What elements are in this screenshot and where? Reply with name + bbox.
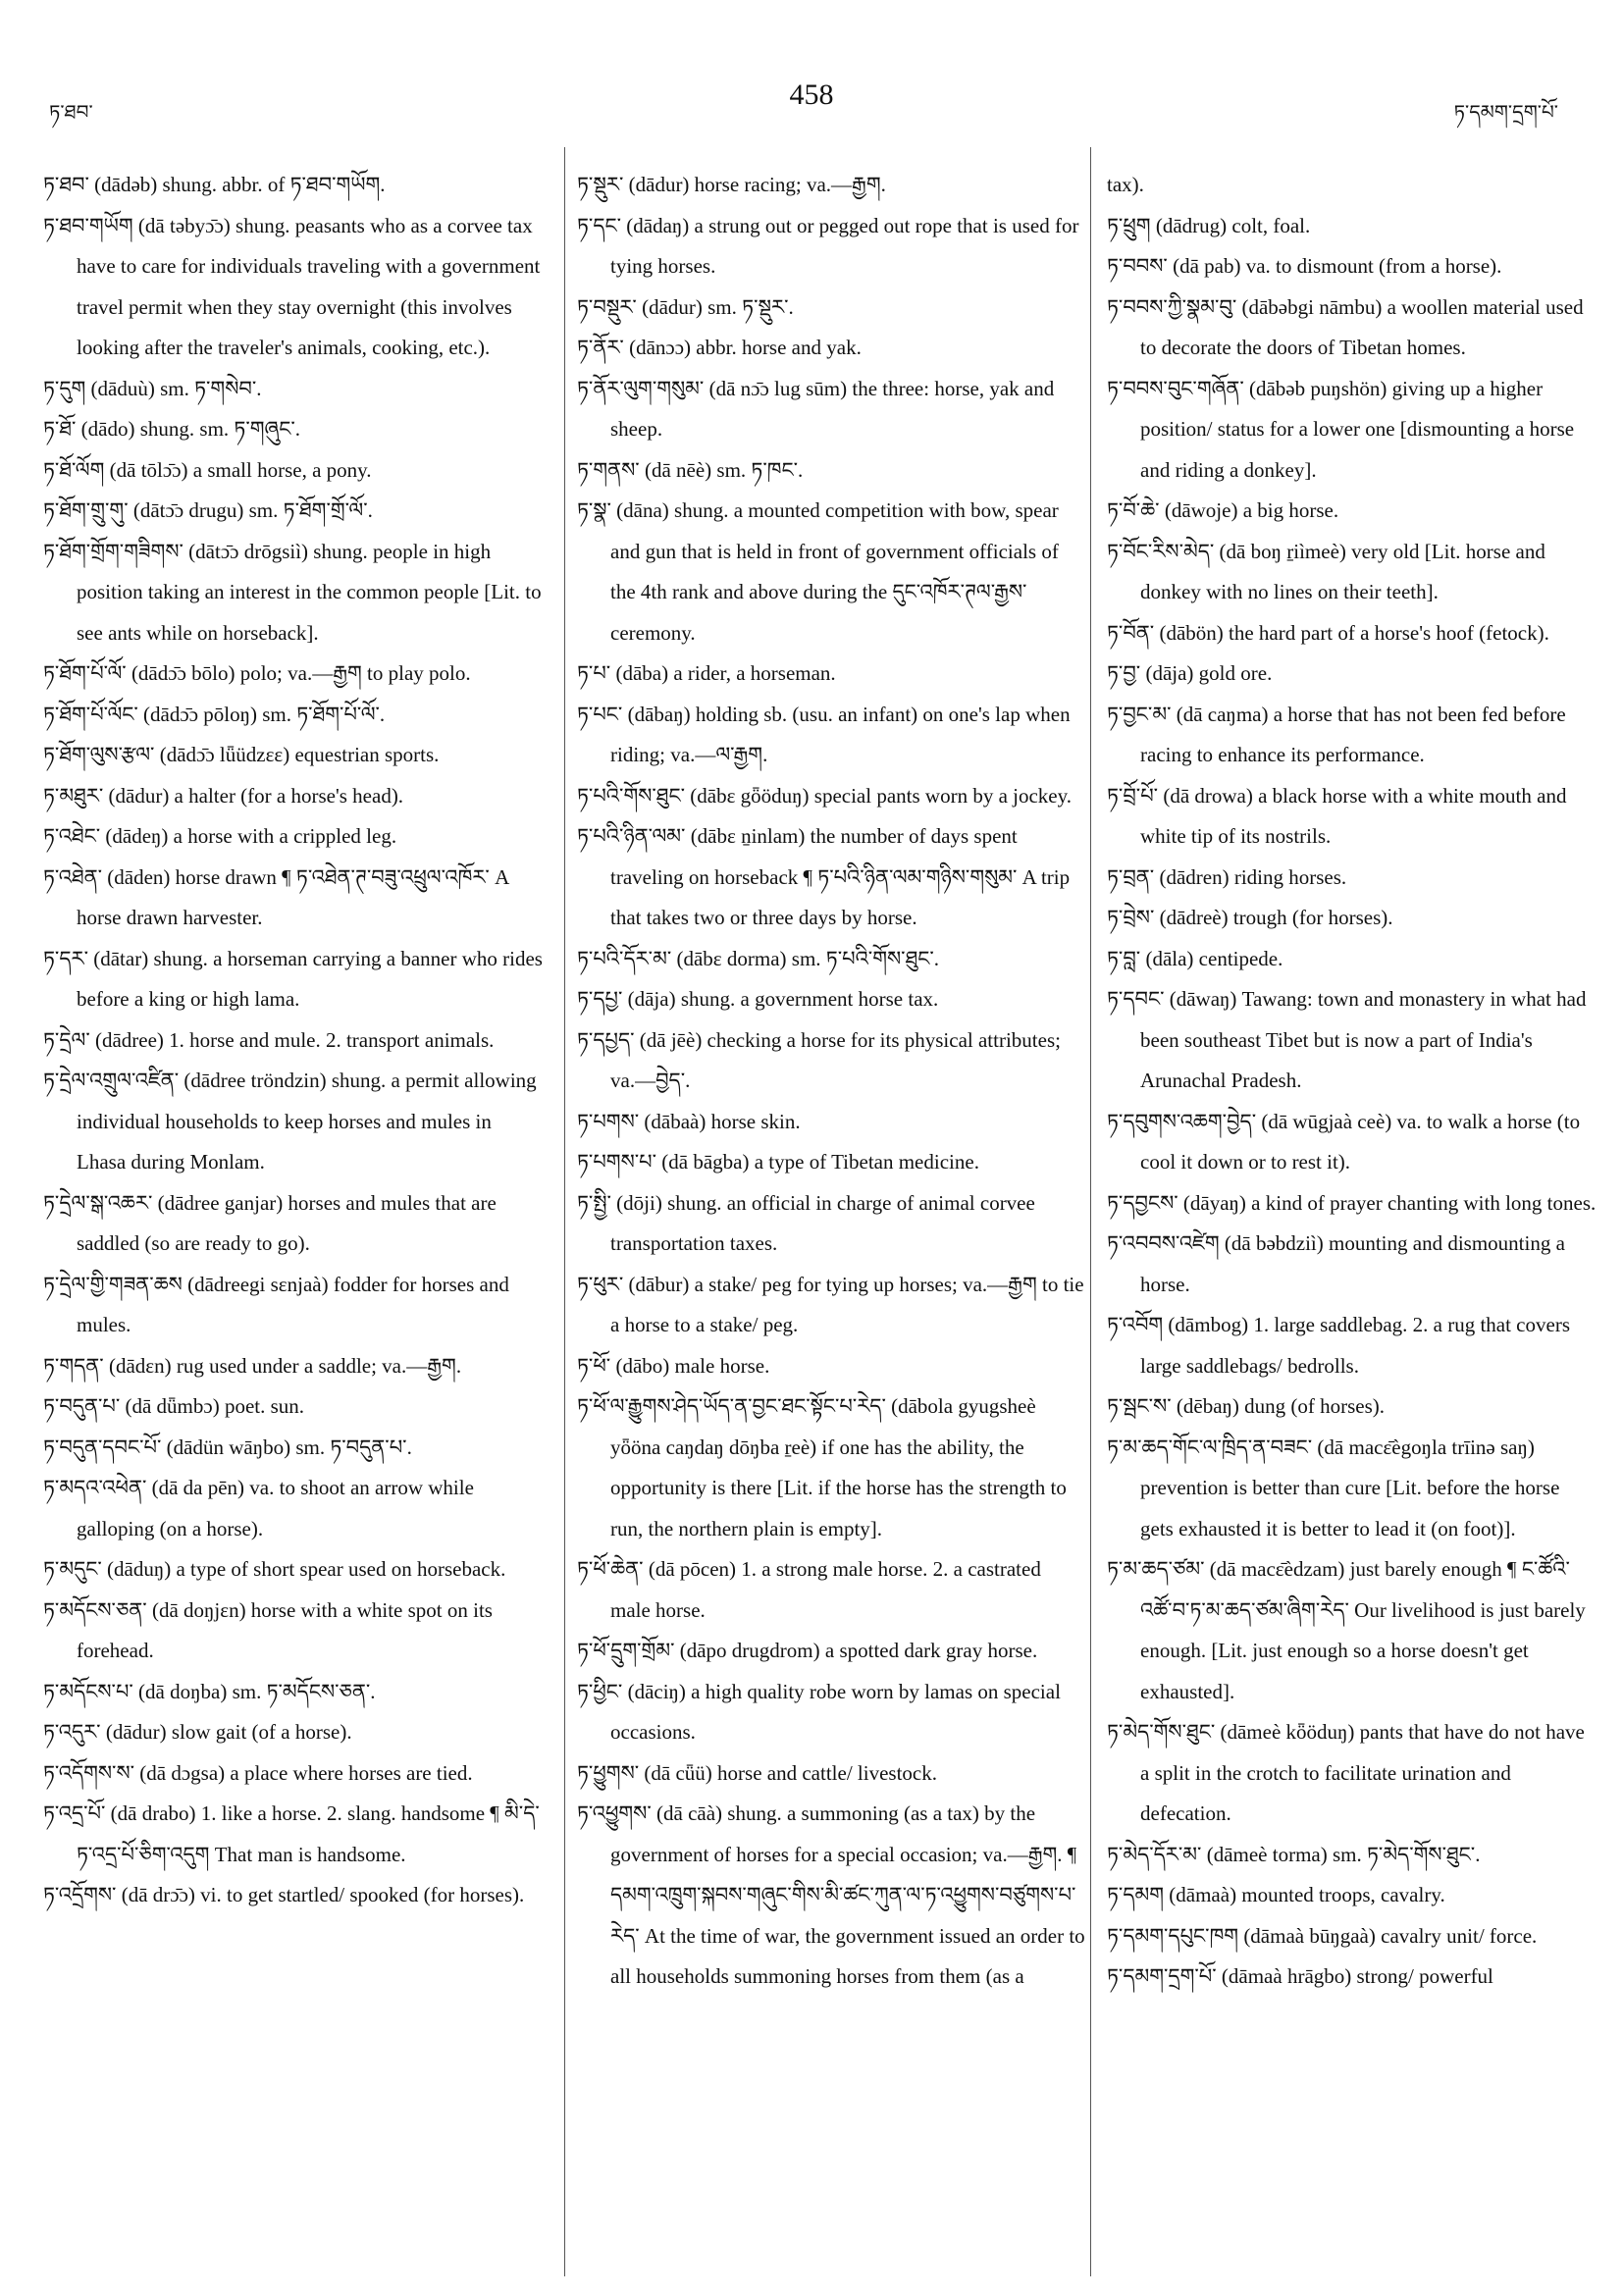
dictionary-entry: ཏ་བབས་ཀྱི་སྣམ་བུ་ (dābəbgi nāmbu) a woollen material used to decorate the doors of Tibetan homes. — [1107, 294, 1584, 359]
column-divider — [1090, 147, 1091, 2276]
dictionary-entry: ཏ་ཐབ་གཡོག (dā təbyɔ̄ɔ) shung. peasants who as a corvee tax have to care for individuals traveling with a government travel permit when they stay overnight (this involves looking after the traveler's animals, cooking, etc.). — [43, 213, 541, 359]
dictionary-entry: ཏ་ཕུར་ (dābur) a stake/ peg for tying up horses; va.—རྒྱག to tie a horse to a stake/ peg. — [577, 1272, 1084, 1336]
dictionary-entry: ཏ་མཐུར་ (dādur) a halter (for a horse's head). — [43, 783, 404, 808]
dictionary-entry: ཏ་ཐོག་གྲུ་གུ་ (dātɔ̄ɔ drugu) sm. ཏ་ཐོག་གྲོ་ལོ་. — [43, 498, 373, 522]
dictionary-entry: ཏ་ཐོག་གྲོག་གཟིགས་ (dātɔ̄ɔ drōgsiì) shung. people in high position taking an interest in the common people [Lit. to see ants while on horseback]. — [43, 539, 542, 645]
page-number: 458 — [789, 78, 834, 111]
dictionary-entry: ཏ་པའི་ཉིན་ལམ་ (dābɛ ṉinlam) the number of days spent traveling on horseback ¶ ཏ་པའི་ཉིན་ལམ་གཉིས་གསུམ་ A trip that takes two or three days by horse. — [577, 824, 1071, 929]
dictionary-entry: ཏ་འཐེང་ (dādeŋ) a horse with a crippled leg. — [43, 824, 397, 848]
dictionary-entry: ཏ་དར་ (dātar) shung. a horseman carrying a banner who rides before a king or high lama. — [43, 946, 543, 1011]
running-head-right: ཏ་དམག་དྲག་པོ་ — [1453, 100, 1558, 124]
dictionary-entry: ཏ་མདོངས་པ་ (dā doŋba) sm. ཏ་མདོངས་ཅན་. — [43, 1679, 376, 1703]
dictionary-entry: ཏ་དབྱངས་ (dāyaŋ) a kind of prayer chanting with long tones. — [1107, 1190, 1597, 1215]
dictionary-entry: ཏ་ཕོ་ལ་རྒྱུགས་ཤེད་ཡོད་ན་བྱང་ཐང་སྟོང་པ་རེད་ (dābola gyugsheè yȫöna caŋdaŋ dōŋba ṟeè) if one has the ability, the opportunity is there [Lit. if the horse has the strength to run, the northern plain is empty]. — [577, 1394, 1067, 1540]
dictionary-entry: ཏ་བྲན་ (dādren) riding horses. — [1107, 864, 1347, 889]
dictionary-entry: ཏ་བོ་ཆེ་ (dāwoje) a big horse. — [1107, 498, 1339, 522]
dictionary-entry: ཏ་པགས་པ་ (dā bāgba) a type of Tibetan medicine. — [577, 1150, 979, 1174]
dictionary-entry: ཏ་དབུགས་འཆག་བྱེད་ (dā wūgjaà ceè) va. to walk a horse (to cool it down or to rest it). — [1107, 1109, 1581, 1174]
dictionary-entry: ཏ་དྲེལ་ (dādree) 1. horse and mule. 2. transport animals. — [43, 1027, 495, 1052]
dictionary-entry: ཏ་སྣ་ (dāna) shung. a mounted competition with bow, spear and gun that is held in front of government officials of the 4th rank and above during the དུང་འཁོར་ཊལ་རྒྱས་ ceremony. — [577, 498, 1059, 645]
dictionary-entry: ཏ་བོན་ (dābön) the hard part of a horse's hoof (fetock). — [1107, 620, 1549, 645]
column-2 — [577, 165, 1085, 1998]
dictionary-entry: ཏ་ཕོ་ཆེན་ (dā pōcen) 1. a strong male horse. 2. a castrated male horse. — [577, 1557, 1041, 1622]
dictionary-entry: ཏ་བླ་ (dāla) centipede. — [1107, 946, 1283, 970]
dictionary-entry: ཏ་དང་ (dādaŋ) a strung out or pegged out rope that is used for tying horses. — [577, 213, 1079, 278]
dictionary-entry: ཏ་དྲེལ་འགྲུལ་འཛིན་ (dādree tröndzin) shung. a permit allowing individual households to keep horses and mules in Lhasa during Monlam. — [43, 1069, 537, 1174]
dictionary-entry: ཏ་དཔྱ་ (dāja) shung. a government horse tax. — [577, 987, 939, 1011]
dictionary-entry: ཏ་བབས་ (dā pab) va. to dismount (from a horse). — [1107, 254, 1502, 278]
dictionary-entry: ཏ་འདོགས་ས་ (dā dɔgsa) a place where horses are tied. — [43, 1760, 473, 1785]
dictionary-entry: ཏ་ཕོ་ (dābo) male horse. — [577, 1353, 770, 1378]
dictionary-entry: ཏ་མེད་གོས་ཐུང་ (dāmeè kȫöduŋ) pants that have do not have a split in the crotch to facilitate urination and defecation. — [1107, 1720, 1585, 1825]
dictionary-entry: ཏ་ཕྲུག (dādrug) colt, foal. — [1107, 213, 1311, 237]
dictionary-entry: ཏ་པའི་དོར་མ་ (dābɛ dorma) sm. ཏ་པའི་གོས་ཐུང་. — [577, 946, 940, 970]
dictionary-entry: ཏ་བྱང་མ་ (dā caŋma) a horse that has not been fed before racing to enhance its performance. — [1107, 702, 1566, 766]
dictionary-entry: ཏ་པའི་གོས་ཐུང་ (dābɛ gȫöduŋ) special pants worn by a jockey. — [577, 783, 1073, 808]
dictionary-entry: ཏ་བབས་བུང་གཞོན་ (dābəb puŋshön) giving up a higher position/ status for a lower one [dismounting a horse and riding a donkey]. — [1107, 376, 1575, 482]
dictionary-entry: ཏ་ཕོ་དྲུག་གྲོམ་ (dāpo drugdrom) a spotted dark gray horse. — [577, 1639, 1038, 1662]
dictionary-entry: ཏ་འདྲོགས་ (dā drɔ̄ɔ) vi. to get startled/ spooked (for horses). — [43, 1883, 525, 1906]
dictionary-entry: ཏ་སྦང་ས་ (dēbaŋ) dung (of horses). — [1107, 1394, 1386, 1418]
dictionary-entry: ཏ་ནོར་ (dānɔɔ) abbr. horse and yak. — [577, 336, 862, 359]
dictionary-entry: ཏ་དམག་དྲག་པོ་ (dāmaà hrāgbo) strong/ powerful — [1107, 1964, 1493, 1988]
dictionary-entry: ཏ་མདུང་ (dāduŋ) a type of short spear used on horseback. — [43, 1557, 506, 1581]
dictionary-entry: ཏ་བྱ་ (dāja) gold ore. — [1107, 661, 1273, 685]
dictionary-entry: ཏ་བསྡུར་ (dādur) sm. ཏ་སྡུར་. — [577, 294, 794, 319]
dictionary-entry: ཏ་ཐོ་ (dādo) shung. sm. ཏ་གཞུང་. — [43, 417, 301, 441]
dictionary-entry: ཏ་པགས་ (dābaà) horse skin. — [577, 1109, 801, 1133]
dictionary-entry: ཏ་ཕྱུགས་ (dā cǖü) horse and cattle/ livestock. — [577, 1760, 937, 1785]
dictionary-entry: ཏ་བྲོ་པོ་ (dā drowa) a black horse with a white mouth and white tip of its nostrils. — [1107, 783, 1567, 848]
dictionary-entry: ཏ་དམག (dāmaà) mounted troops, cavalry. — [1107, 1883, 1445, 1906]
dictionary-entry: ཏ་ཐབ་ (dādəb) shung. abbr. of ཏ་ཐབ་གཡོག. — [43, 173, 386, 196]
column-divider — [564, 147, 565, 2276]
dictionary-entry: ཏ་མ་ཆད་ཙམ་ (dā macɛ̄èdzam) just barely enough ¶ ང་ཚོའི་འཚོ་བ་ཏ་མ་ཆད་ཙམ་ཞིག་རེད་ Our livelihood is just barely enough. [Lit. just enough so a horse doesn't get exhausted]. — [1107, 1557, 1586, 1703]
dictionary-entry: ཏ་ཕྱིང་ (dāciŋ) a high quality robe worn by lamas on special occasions. — [577, 1679, 1061, 1744]
dictionary-entry: ཏ་མདའ་འཕེན་ (dā da pēn) va. to shoot an arrow while galloping (on a horse). — [43, 1476, 474, 1540]
dictionary-entry: ཏ་འབབས་འཛེག (dā bəbdziì) mounting and dismounting a horse. — [1107, 1231, 1565, 1296]
dictionary-entry: ཏ་པ་ (dāba) a rider, a horseman. — [577, 661, 836, 685]
dictionary-entry: ཏ་མ་ཆད་གོང་ལ་ཁྲིད་ན་བཟང་ (dā macɛ̄ègoŋla trīinə saŋ) prevention is better than cure [Lit. before the horse gets exhausted it is better to lead it (on foot)]. — [1107, 1435, 1560, 1540]
dictionary-entry: ཏ་སྡུར་ (dādur) horse racing; va.—རྒྱག. — [577, 173, 886, 196]
running-head-left: ཏ་ཐབ་ — [49, 100, 93, 124]
dictionary-entry: ཏ་ནོར་ལུག་གསུམ་ (dā nɔ̄ɔ lug sūm) the three: horse, yak and sheep. — [577, 376, 1055, 441]
dictionary-entry: ཏ་བདུན་པ་ (dā dǖmbɔ) poet. sun. — [43, 1394, 305, 1418]
dictionary-entry: tax). — [1107, 173, 1144, 196]
dictionary-entry: ཏ་མེད་དོར་མ་ (dāmeè torma) sm. ཏ་མེད་གོས་ཐུང་. — [1107, 1842, 1481, 1866]
dictionary-entry: ཏ་ཐོག་པོ་ལོང་ (dādɔ̄ɔ pōloŋ) sm. ཏ་ཐོག་པོ་ལོ་. — [43, 702, 386, 726]
dictionary-entry: ཏ་གནས་ (dā nēè) sm. ཏ་ཁང་. — [577, 457, 804, 482]
dictionary-entry: ཏ་འབོག (dāmbog) 1. large saddlebag. 2. a rug that covers large saddlebags/ bedrolls. — [1107, 1313, 1570, 1378]
dictionary-entry: ཏ་མདོངས་ཅན་ (dā doŋjɛn) horse with a white spot on its forehead. — [43, 1597, 493, 1662]
dictionary-entry: ཏ་དམག་དཔུང་ཁག (dāmaà būŋgaà) cavalry unit/ force. — [1107, 1923, 1538, 1948]
dictionary-entry: ཏ་འདྲ་པོ་ (dā drabo) 1. like a horse. 2. slang. handsome ¶ མི་དེ་ཏ་འདྲ་པོ་ཅིག་འདུག That man is handsome. — [43, 1801, 540, 1866]
dictionary-entry: ཏ་སྤྱི་ (dōji) shung. an official in charge of animal corvee transportation taxes. — [577, 1190, 1035, 1255]
dictionary-entry: ཏ་བྲེས་ (dādreè) trough (for horses). — [1107, 906, 1393, 929]
dictionary-entry: ཏ་ཐོ་ལོག (dā tōlɔ̄ɔ) a small horse, a pony. — [43, 457, 372, 482]
dictionary-entry: ཏ་འཕྱུགས་ (dā cāà) shung. a summoning (as a tax) by the government of horses for a special occasion; va.—རྒྱག. ¶ དམག་འཁྲུག་སྐབས་གཞུང་གིས་མི་ཚང་ཀུན་ལ་ཏ་འཕྱུགས་བཙུགས་པ་རེད་ At the time of war, the government issued an order to all households summoning horses from them (as a — [577, 1801, 1085, 1988]
dictionary-entry: ཏ་འཐེན་ (dāden) horse drawn ¶ ཏ་འཐེན་ཊ་བཟུ་འཕྲུལ་འཁོར་ A horse drawn harvester. — [43, 864, 509, 929]
dictionary-entry: ཏ་དབང་ (dāwaŋ) Tawang: town and monastery in what had been southeast Tibet but is now a part of India's Arunachal Pradesh. — [1107, 987, 1587, 1092]
dictionary-entry: ཏ་འདུར་ (dādur) slow gait (of a horse). — [43, 1720, 352, 1744]
dictionary-entry: ཏ་བདུན་དབང་པོ་ (dādün wāŋbo) sm. ཏ་བདུན་པ་. — [43, 1435, 412, 1459]
dictionary-entry: ཏ་དུག (dāduù) sm. ཏ་གསེབ་. — [43, 376, 262, 400]
dictionary-entry: ཏ་དཔྱད་ (dā jēè) checking a horse for its physical attributes; va.—བྱེད་. — [577, 1027, 1061, 1092]
dictionary-entry: ཏ་པང་ (dābaŋ) holding sb. (usu. an infant) on one's lap when riding; va.—ལ་རྒྱག. — [577, 702, 1071, 766]
dictionary-entry: ཏ་ཐོག་པོ་ལོ་ (dādɔ̄ɔ bōlo) polo; va.—རྒྱག to play polo. — [43, 661, 471, 685]
dictionary-entry: ཏ་ཐོག་ལུས་རྩལ་ (dādɔ̄ɔ lǖüdzɛɛ) equestrian sports. — [43, 743, 440, 766]
dictionary-entry: ཏ་དྲེལ་སྒ་འཆར་ (dādree ganjar) horses and mules that are saddled (so are ready to go). — [43, 1190, 497, 1255]
column-3 — [1107, 165, 1597, 1998]
dictionary-entry: ཏ་བོང་རིས་མེད་ (dā boŋ ṟiìmeè) very old [Lit. horse and donkey with no lines on their teeth]. — [1107, 539, 1545, 603]
dictionary-entry: ཏ་དྲེལ་གྱི་གཟན་ཆས (dādreegi sɛnjaà) fodder for horses and mules. — [43, 1272, 509, 1336]
column-1 — [43, 165, 546, 1916]
dictionary-entry: ཏ་གདན་ (dādɛn) rug used under a saddle; va.—རྒྱག. — [43, 1353, 462, 1378]
